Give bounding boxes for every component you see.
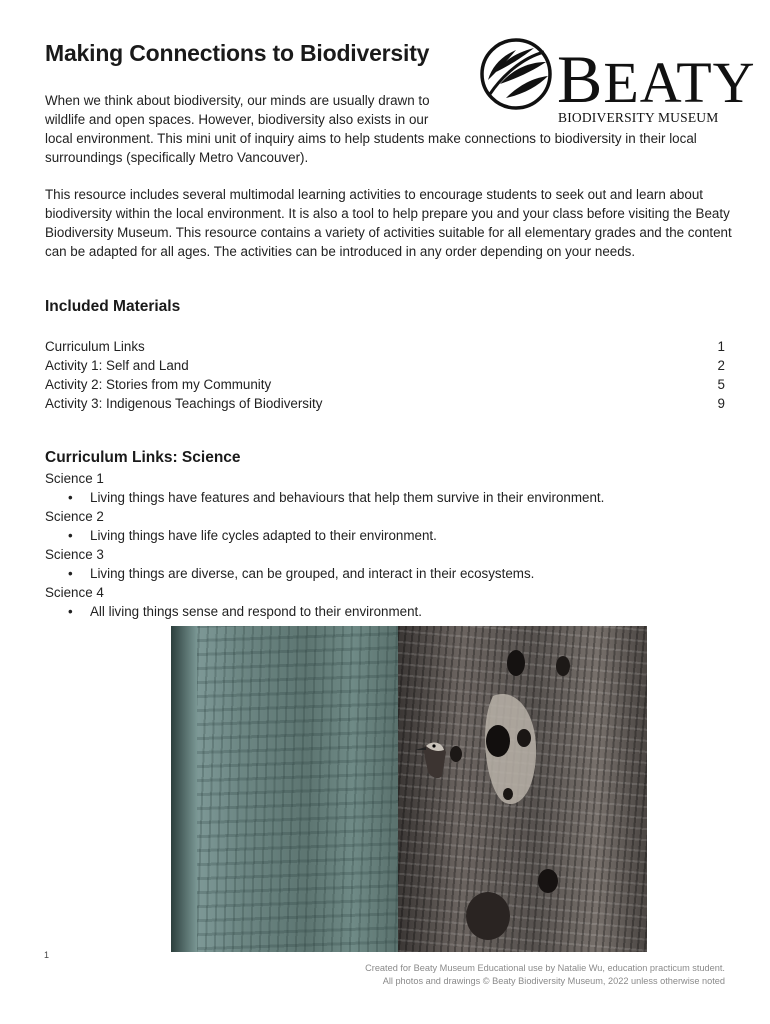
footer-credits — [365, 962, 725, 988]
toc-page: 5 — [717, 377, 725, 392]
list-item — [45, 602, 745, 621]
curriculum-list — [45, 469, 745, 621]
curriculum-point: All living things sense and respond to their environment. — [90, 604, 422, 619]
materials-heading: Included Materials — [45, 298, 181, 315]
bullet-icon: • — [68, 604, 73, 619]
toc-row[interactable] — [45, 356, 725, 375]
intro-paragraph-top: When we think about biodiversity, our minds are usually drawn to wildlife and open spaces. However, biodiversity also exists in our — [45, 93, 430, 127]
intro-paragraph-continued: local environment. This mini unit of inquiry aims to help students make connections to biodiversity in their local surroundings (specifically Metro Vancouver). — [45, 131, 697, 165]
grade-label: Science 4 — [45, 585, 104, 600]
toc-label: Curriculum Links — [45, 339, 145, 354]
bullet-icon: • — [68, 528, 73, 543]
logo-initial: B — [557, 41, 604, 117]
list-item — [45, 526, 745, 545]
bark-holes-graphic — [398, 626, 647, 952]
logo-subtitle: BIODIVERSITY MUSEUM — [558, 110, 719, 125]
beaty-museum-logo — [478, 36, 756, 126]
bullet-icon: • — [68, 566, 73, 581]
toc-page: 1 — [717, 339, 725, 354]
curriculum-point: Living things have features and behaviours that help them survive in their environment. — [90, 490, 605, 505]
grade-label: Science 3 — [45, 547, 104, 562]
toc-page: 2 — [717, 358, 725, 373]
curriculum-heading: Curriculum Links: Science — [45, 449, 241, 466]
woodpecker-tree-image — [398, 626, 647, 952]
toc-row[interactable] — [45, 394, 725, 413]
toc-page: 9 — [717, 396, 725, 411]
grade-label: Science 2 — [45, 509, 104, 524]
curriculum-point: Living things have life cycles adapted to their environment. — [90, 528, 437, 543]
logo-word-rest: EATY — [603, 50, 756, 115]
footer-copyright-line: All photos and drawings © Beaty Biodiversity Museum, 2022 unless otherwise noted — [382, 976, 725, 986]
logo-wordmark — [557, 41, 756, 117]
toc-row[interactable] — [45, 375, 725, 394]
resource-paragraph: This resource includes several multimodal learning activities to encourage students to seek out and learn about biodiversity within the local environment. It is also a tool to help prepare you and your class before visiting the Beaty Biodiversity Museum. This resource contains a variety of activities suitable for all elementary grades and the content can be adapted for all ages. The activities can be introduced in any order depending on your needs. — [45, 187, 732, 259]
list-item — [45, 488, 745, 507]
list-item — [45, 564, 745, 583]
toc-label: Activity 2: Stories from my Community — [45, 377, 272, 392]
page-title: Making Connections to Biodiversity — [45, 40, 430, 66]
leaf-emblem-icon — [478, 36, 554, 112]
page-number: 1 — [44, 950, 50, 960]
bullet-icon: • — [68, 490, 73, 505]
curriculum-point: Living things are diverse, can be grouped, and interact in their ecosystems. — [90, 566, 535, 581]
materials-list — [45, 337, 725, 413]
toc-row[interactable] — [45, 337, 725, 356]
toc-label: Activity 1: Self and Land — [45, 358, 189, 373]
grade-label: Science 1 — [45, 471, 104, 486]
cedar-trunk-image — [171, 626, 398, 952]
tree-bark-photo — [171, 626, 647, 952]
footer-credit-line: Created for Beaty Museum Educational use by Natalie Wu, education practicum student. — [365, 963, 725, 973]
toc-label: Activity 3: Indigenous Teachings of Biodiversity — [45, 396, 323, 411]
